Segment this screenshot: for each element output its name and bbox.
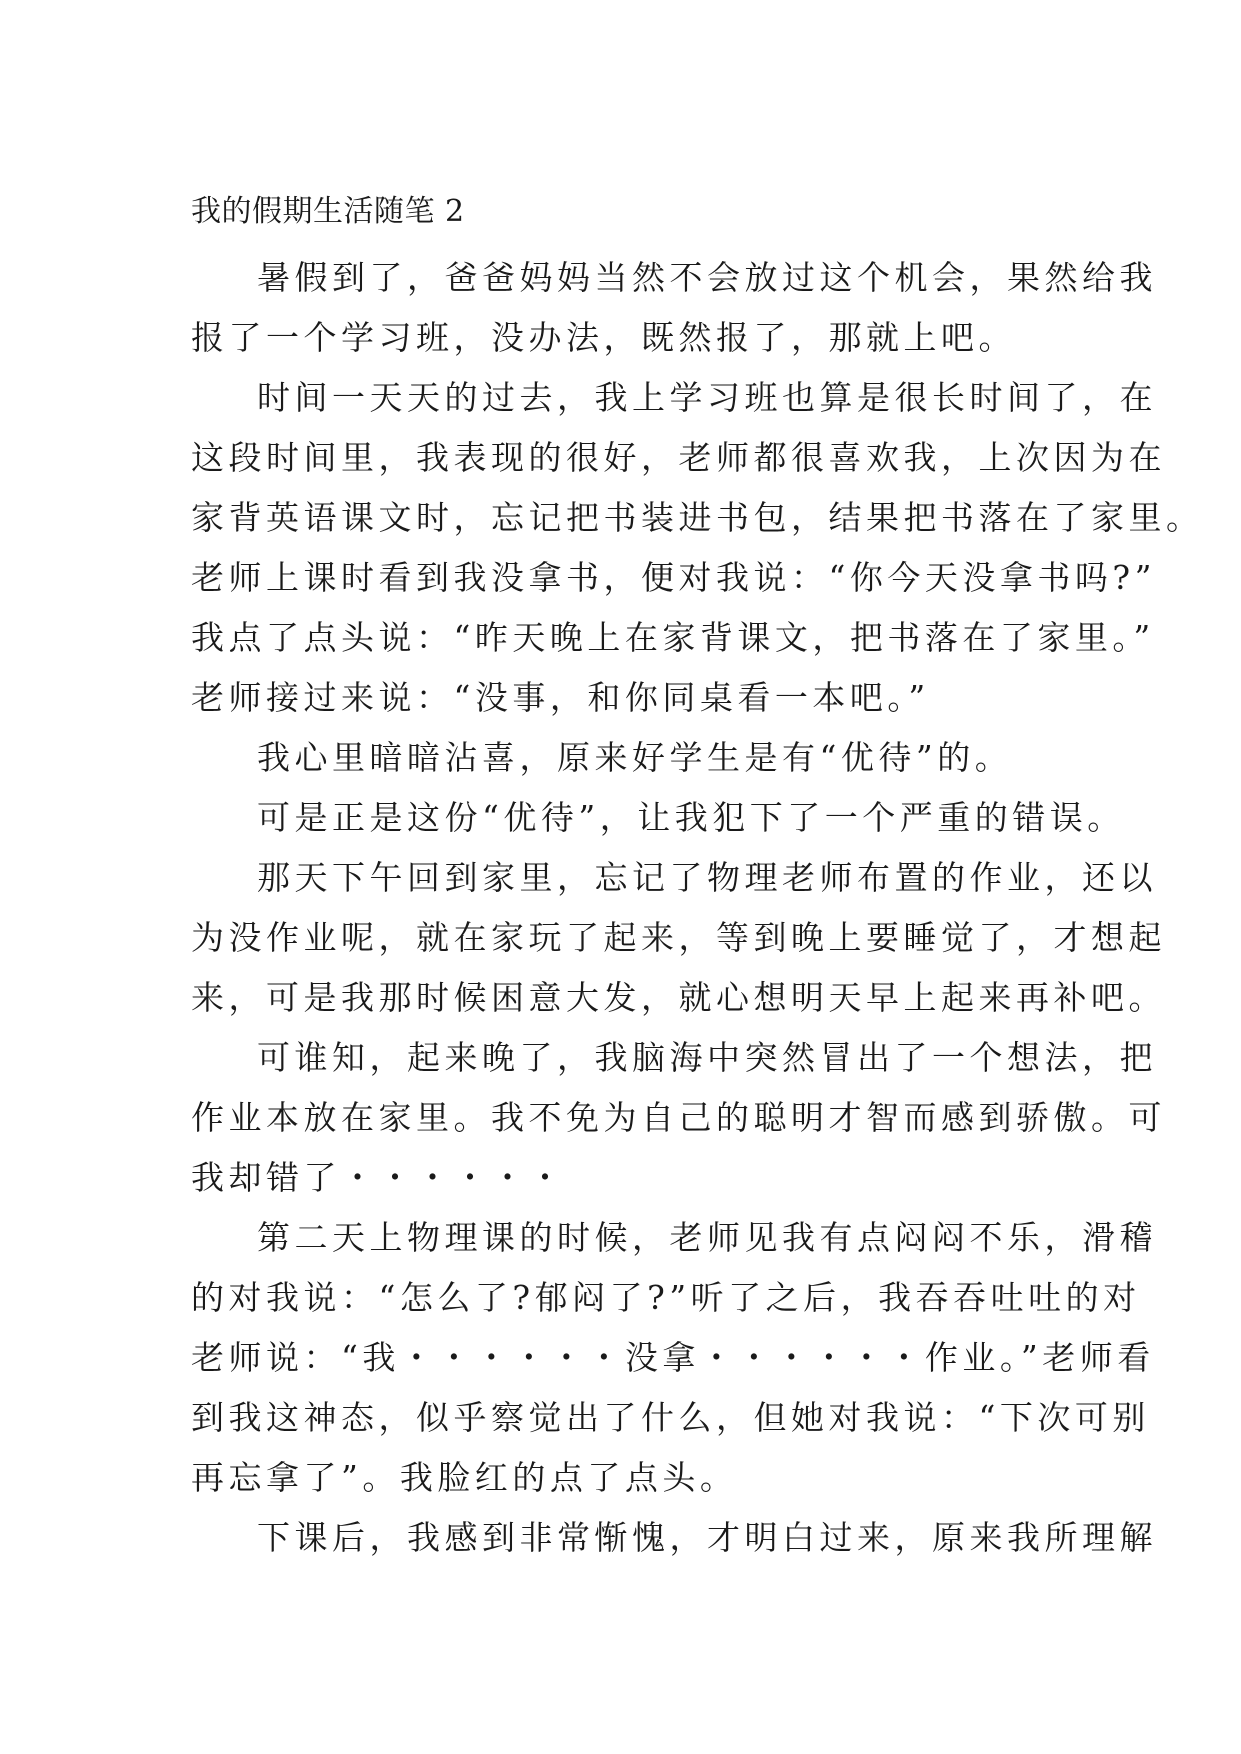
paragraph-line: 我点了点头说：“昨天晚上在家背课文，把书落在了家里。”	[191, 618, 1155, 657]
paragraph-line: 报了一个学习班，没办法，既然报了，那就上吧。	[191, 318, 1016, 357]
paragraph-line: 再忘拿了”。我脸红的点了点头。	[191, 1458, 738, 1497]
paragraph-line: 这段时间里，我表现的很好，老师都很喜欢我，上次因为在	[191, 438, 1166, 477]
paragraph-line: 老师上课时看到我没拿书，便对我说：“你今天没拿书吗?”	[191, 558, 1156, 597]
paragraph-line: 家背英语课文时，忘记把书装进书包，结果把书落在了家里。	[191, 498, 1204, 537]
paragraph-line: 暑假到了，爸爸妈妈当然不会放过这个机会，果然给我	[257, 258, 1157, 297]
paragraph-line: 我心里暗暗沾喜，原来好学生是有“优待”的。	[257, 738, 1013, 777]
paragraph-line: 为没作业呢，就在家玩了起来，等到晚上要睡觉了，才想起	[191, 918, 1166, 957]
paragraph-line: 可是正是这份“优待”，让我犯下了一个严重的错误。	[257, 798, 1125, 837]
paragraph-line: 下课后，我感到非常惭愧，才明白过来，原来我所理解	[257, 1518, 1157, 1557]
paragraph-line: 到我这神态，似乎察觉出了什么，但她对我说：“下次可别	[191, 1398, 1150, 1437]
paragraph-line: 来，可是我那时候困意大发，就心想明天早上起来再补吧。	[191, 978, 1166, 1017]
paragraph-line: 第二天上物理课的时候，老师见我有点闷闷不乐，滑稽	[257, 1218, 1157, 1257]
paragraph-line: 那天下午回到家里，忘记了物理老师布置的作业，还以	[257, 858, 1157, 897]
paragraph-line: 老师说：“我・・・・・・没拿・・・・・・作业。”老师看	[191, 1338, 1155, 1377]
document-page	[191, 192, 1204, 1568]
paragraph-line: 作业本放在家里。我不免为自己的聪明才智而感到骄傲。可	[191, 1098, 1166, 1137]
paragraph-line: 可谁知，起来晚了，我脑海中突然冒出了一个想法，把	[257, 1038, 1157, 1077]
paragraph-line: 老师接过来说：“没事，和你同桌看一本吧。”	[191, 678, 930, 717]
paragraph-line: 的对我说：“怎么了?郁闷了?”听了之后，我吞吞吐吐的对	[191, 1278, 1141, 1317]
paragraph-line: 我却错了・・・・・・	[191, 1158, 566, 1197]
document-title: 我的假期生活随笔 2	[191, 194, 465, 229]
paragraph-line: 时间一天天的过去，我上学习班也算是很长时间了，在	[257, 378, 1157, 417]
